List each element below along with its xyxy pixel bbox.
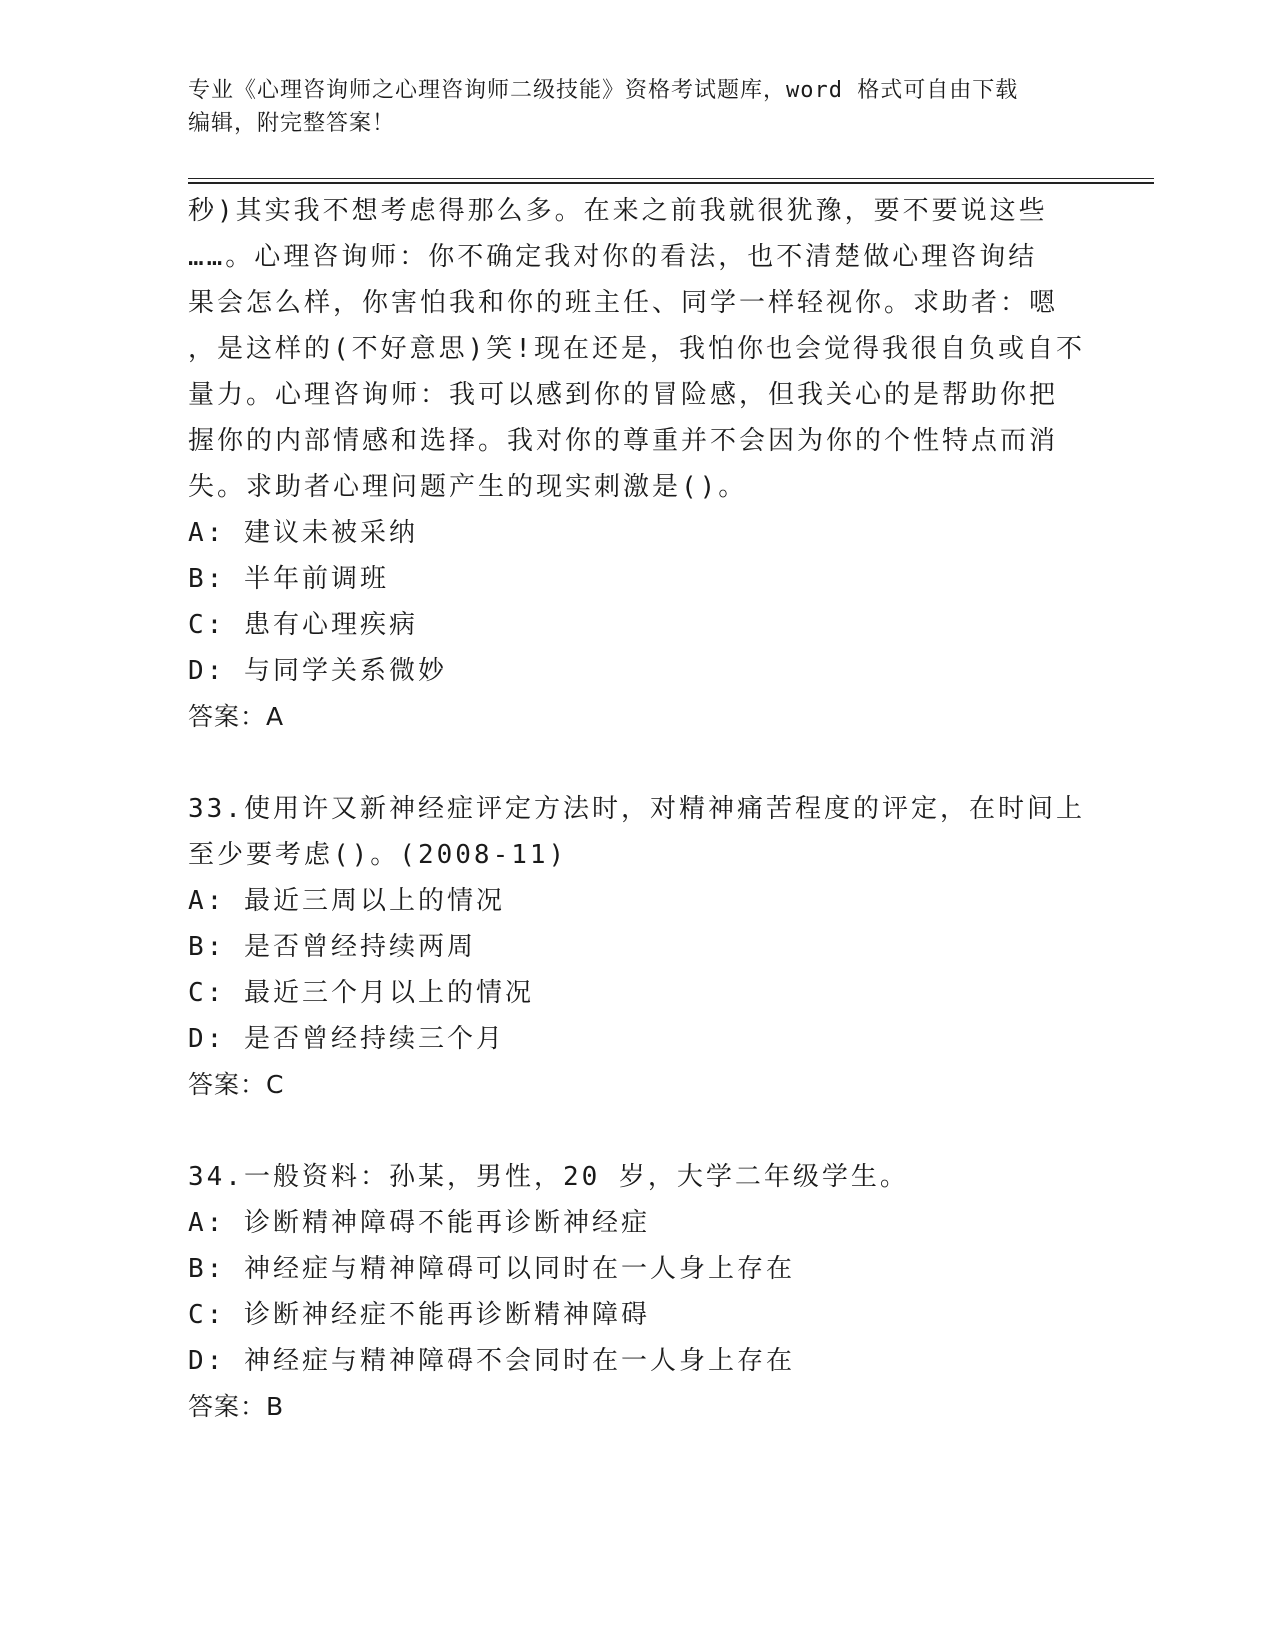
- answer-line: 答案：C: [188, 1070, 285, 1099]
- question-stem-line: 果会怎么样，你害怕我和你的班主任、同学一样轻视你。求助者：嗯: [188, 288, 1059, 318]
- question-stem-line: 33.使用许又新神经症评定方法时，对精神痛苦程度的评定，在时间上: [188, 794, 1085, 824]
- question-33: [188, 786, 1088, 1108]
- document-header: [188, 74, 1068, 140]
- option-d: D: 是否曾经持续三个月: [188, 1024, 505, 1054]
- question-stem-line: 秒)其实我不想考虑得那么多。在来之前我就很犹豫，要不要说这些: [188, 196, 1048, 226]
- option-d: D: 神经症与精神障碍不会同时在一人身上存在: [188, 1346, 795, 1376]
- header-divider-thick: [188, 182, 1154, 184]
- option-a: A: 建议未被采纳: [188, 518, 418, 548]
- question-stem-line: ，是这样的(不好意思)笑!现在还是，我怕你也会觉得我很自负或自不: [188, 334, 1085, 364]
- document-body: [188, 188, 1088, 1430]
- header-line-1: 专业《心理咨询师之心理咨询师二级技能》资格考试题库，word 格式可自由下载: [188, 78, 1019, 103]
- question-stem-line: 至少要考虑()。(2008-11): [188, 840, 568, 870]
- spacer: [188, 740, 1088, 786]
- option-c: C: 诊断神经症不能再诊断精神障碍: [188, 1300, 650, 1330]
- option-a: A: 诊断精神障碍不能再诊断神经症: [188, 1208, 650, 1238]
- option-b: B: 是否曾经持续两周: [188, 932, 476, 962]
- question-34: [188, 1154, 1088, 1430]
- spacer: [188, 1108, 1088, 1154]
- option-a: A: 最近三周以上的情况: [188, 886, 505, 916]
- answer-line: 答案：A: [188, 702, 285, 731]
- option-b: B: 半年前调班: [188, 564, 389, 594]
- option-b: B: 神经症与精神障碍可以同时在一人身上存在: [188, 1254, 795, 1284]
- option-c: C: 最近三个月以上的情况: [188, 978, 534, 1008]
- question-stem-line: 失。求助者心理问题产生的现实刺激是()。: [188, 472, 748, 502]
- question-stem-line: ……。心理咨询师：你不确定我对你的看法，也不清楚做心理咨询结: [188, 242, 1038, 272]
- option-c: C: 患有心理疾病: [188, 610, 418, 640]
- header-line-2: 编辑，附完整答案！: [188, 111, 396, 136]
- question-stem-line: 量力。心理咨询师：我可以感到你的冒险感，但我关心的是帮助你把: [188, 380, 1059, 410]
- question-32: [188, 188, 1088, 740]
- header-divider-thin: [188, 178, 1154, 179]
- answer-line: 答案：B: [188, 1392, 285, 1421]
- question-stem-line: 34.一般资料：孙某，男性，20 岁，大学二年级学生。: [188, 1162, 909, 1192]
- question-stem-line: 握你的内部情感和选择。我对你的尊重并不会因为你的个性特点而消: [188, 426, 1059, 456]
- option-d: D: 与同学关系微妙: [188, 656, 447, 686]
